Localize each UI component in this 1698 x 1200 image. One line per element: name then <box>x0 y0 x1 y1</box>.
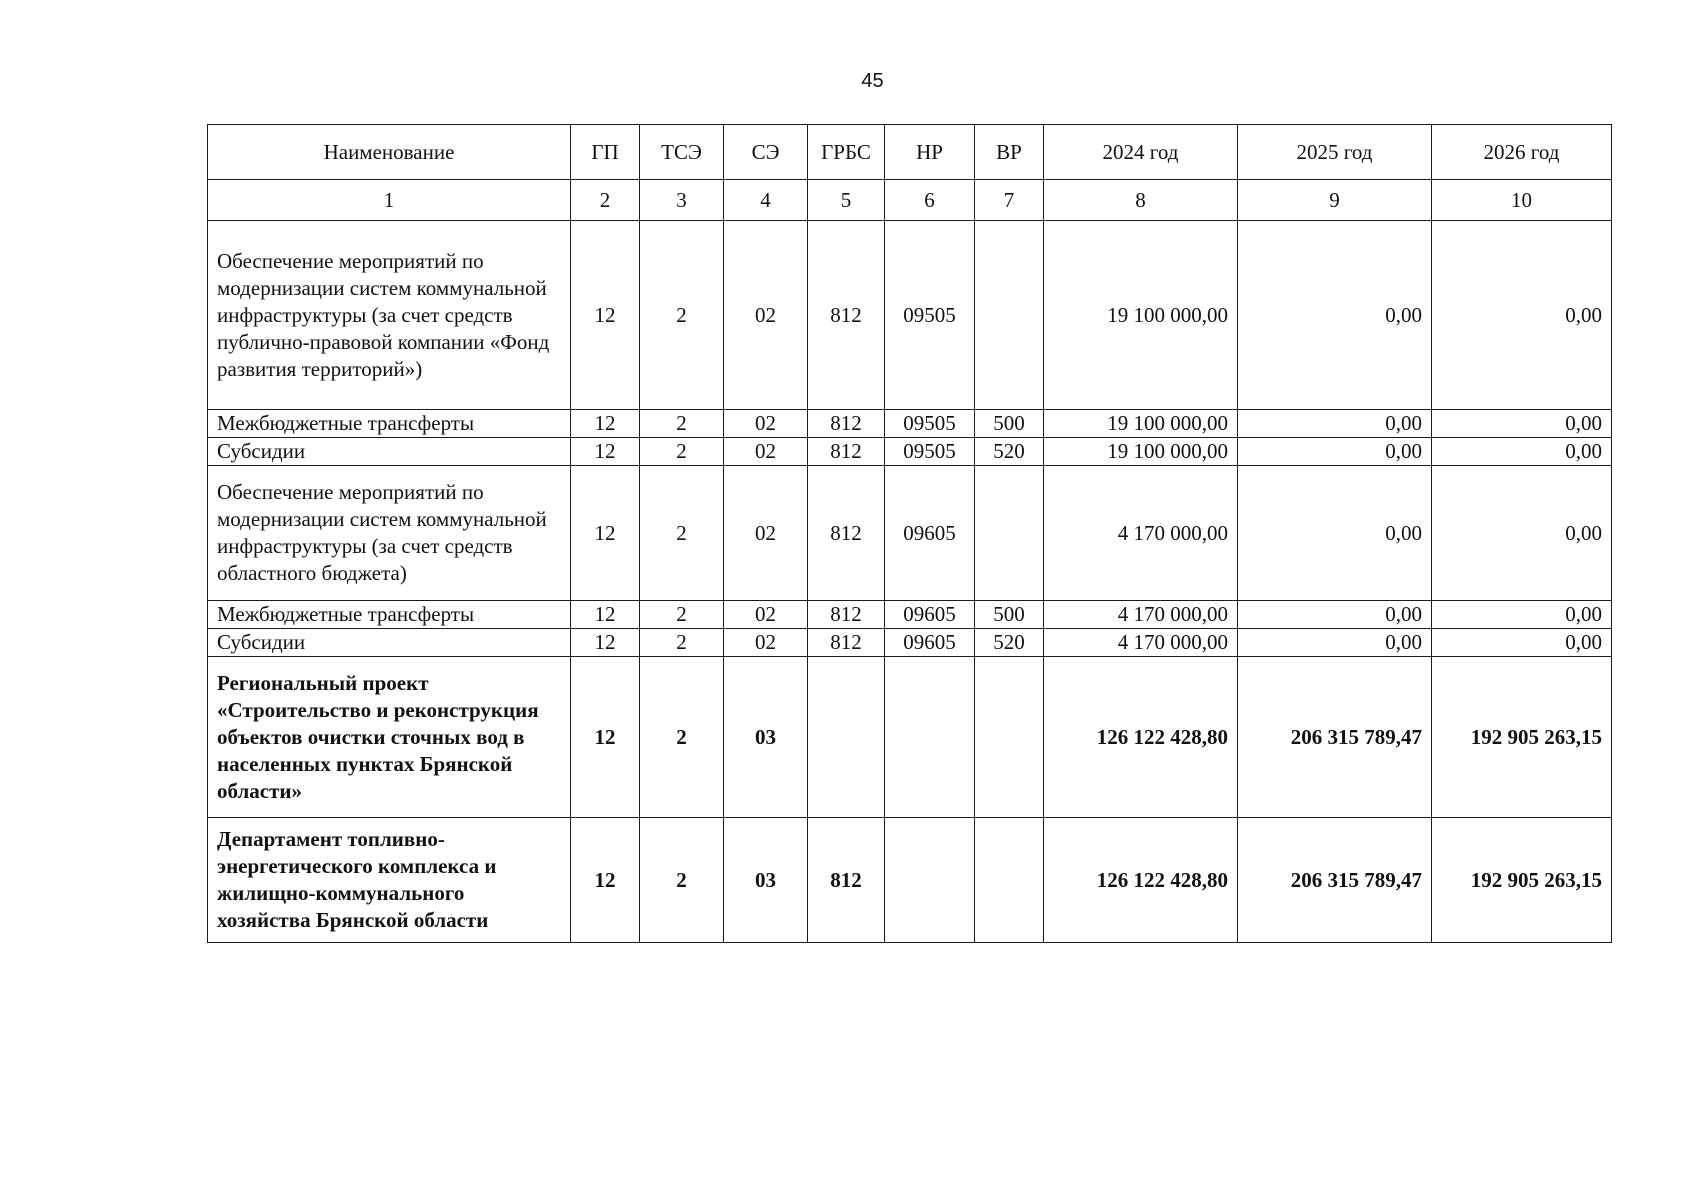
row-vr <box>975 466 1044 601</box>
row-grbs: 812 <box>808 466 885 601</box>
row-vr <box>975 818 1044 943</box>
row-2025: 0,00 <box>1238 438 1432 466</box>
row-gp: 12 <box>571 818 640 943</box>
row-vr <box>975 221 1044 410</box>
row-gp: 12 <box>571 629 640 657</box>
row-gp: 12 <box>571 410 640 438</box>
row-tse: 2 <box>640 438 724 466</box>
row-se: 02 <box>724 601 808 629</box>
row-name: Департамент топливно-энергетического комплекса и жилищно-коммунального хозяйства Брянской области <box>208 818 571 943</box>
column-number: 2 <box>571 180 640 221</box>
row-se: 02 <box>724 629 808 657</box>
row-gp: 12 <box>571 657 640 818</box>
column-number: 9 <box>1238 180 1432 221</box>
header-nr: НР <box>885 125 975 180</box>
column-number-row <box>208 180 1612 221</box>
row-2024: 4 170 000,00 <box>1044 601 1238 629</box>
row-grbs: 812 <box>808 221 885 410</box>
row-2026: 0,00 <box>1432 410 1612 438</box>
row-name: Субсидии <box>208 629 571 657</box>
row-2024: 126 122 428,80 <box>1044 818 1238 943</box>
row-2026: 192 905 263,15 <box>1432 818 1612 943</box>
table-row <box>208 818 1612 943</box>
row-nr: 09505 <box>885 410 975 438</box>
row-tse: 2 <box>640 601 724 629</box>
row-vr: 500 <box>975 601 1044 629</box>
row-tse: 2 <box>640 629 724 657</box>
table-row <box>208 629 1612 657</box>
row-nr: 09605 <box>885 466 975 601</box>
column-number: 6 <box>885 180 975 221</box>
column-number: 3 <box>640 180 724 221</box>
row-2026: 0,00 <box>1432 601 1612 629</box>
column-number: 8 <box>1044 180 1238 221</box>
header-2024: 2024 год <box>1044 125 1238 180</box>
row-gp: 12 <box>571 466 640 601</box>
row-2024: 126 122 428,80 <box>1044 657 1238 818</box>
page-number: 45 <box>861 70 884 92</box>
row-name: Межбюджетные трансферты <box>208 410 571 438</box>
header-vr: ВР <box>975 125 1044 180</box>
row-vr: 520 <box>975 629 1044 657</box>
row-2025: 0,00 <box>1238 410 1432 438</box>
row-name: Региональный проект «Строительство и реконструкция объектов очистки сточных вод в населенных пунктах Брянской области» <box>208 657 571 818</box>
row-nr <box>885 657 975 818</box>
header-grbs: ГРБС <box>808 125 885 180</box>
row-tse: 2 <box>640 818 724 943</box>
row-2026: 0,00 <box>1432 629 1612 657</box>
budget-table <box>207 124 1612 943</box>
row-2026: 0,00 <box>1432 466 1612 601</box>
column-number: 7 <box>975 180 1044 221</box>
row-nr: 09605 <box>885 629 975 657</box>
row-grbs: 812 <box>808 438 885 466</box>
row-se: 02 <box>724 438 808 466</box>
row-grbs: 812 <box>808 818 885 943</box>
column-number: 10 <box>1432 180 1612 221</box>
row-name: Обеспечение мероприятий по модернизации систем коммунальной инфраструктуры (за счет средств публично-правовой компании «Фонд развития территорий») <box>208 221 571 410</box>
table-row <box>208 221 1612 410</box>
row-name: Субсидии <box>208 438 571 466</box>
row-2025: 0,00 <box>1238 601 1432 629</box>
row-tse: 2 <box>640 466 724 601</box>
row-se: 02 <box>724 466 808 601</box>
row-nr: 09505 <box>885 438 975 466</box>
row-name: Обеспечение мероприятий по модернизации систем коммунальной инфраструктуры (за счет средств областного бюджета) <box>208 466 571 601</box>
table-row <box>208 601 1612 629</box>
header-name: Наименование <box>208 125 571 180</box>
row-vr <box>975 657 1044 818</box>
row-gp: 12 <box>571 438 640 466</box>
row-2024: 4 170 000,00 <box>1044 629 1238 657</box>
column-number: 4 <box>724 180 808 221</box>
table-row <box>208 410 1612 438</box>
row-grbs: 812 <box>808 629 885 657</box>
row-2024: 4 170 000,00 <box>1044 466 1238 601</box>
column-number: 5 <box>808 180 885 221</box>
row-2025: 0,00 <box>1238 629 1432 657</box>
row-2024: 19 100 000,00 <box>1044 221 1238 410</box>
row-grbs: 812 <box>808 601 885 629</box>
row-grbs: 812 <box>808 410 885 438</box>
header-2025: 2025 год <box>1238 125 1432 180</box>
header-row <box>208 125 1612 180</box>
row-2024: 19 100 000,00 <box>1044 438 1238 466</box>
row-se: 02 <box>724 410 808 438</box>
row-2025: 206 315 789,47 <box>1238 657 1432 818</box>
header-tse: ТСЭ <box>640 125 724 180</box>
row-grbs <box>808 657 885 818</box>
row-2025: 0,00 <box>1238 466 1432 601</box>
table-row <box>208 466 1612 601</box>
header-2026: 2026 год <box>1432 125 1612 180</box>
header-se: СЭ <box>724 125 808 180</box>
row-vr: 520 <box>975 438 1044 466</box>
row-gp: 12 <box>571 601 640 629</box>
row-se: 03 <box>724 657 808 818</box>
row-vr: 500 <box>975 410 1044 438</box>
header-gp: ГП <box>571 125 640 180</box>
table-row <box>208 657 1612 818</box>
row-name: Межбюджетные трансферты <box>208 601 571 629</box>
row-nr <box>885 818 975 943</box>
row-tse: 2 <box>640 657 724 818</box>
row-2026: 0,00 <box>1432 221 1612 410</box>
row-tse: 2 <box>640 221 724 410</box>
table-row <box>208 438 1612 466</box>
row-2025: 0,00 <box>1238 221 1432 410</box>
row-gp: 12 <box>571 221 640 410</box>
row-2026: 0,00 <box>1432 438 1612 466</box>
row-2026: 192 905 263,15 <box>1432 657 1612 818</box>
row-se: 02 <box>724 221 808 410</box>
row-nr: 09605 <box>885 601 975 629</box>
column-number: 1 <box>208 180 571 221</box>
row-nr: 09505 <box>885 221 975 410</box>
row-se: 03 <box>724 818 808 943</box>
row-2024: 19 100 000,00 <box>1044 410 1238 438</box>
row-tse: 2 <box>640 410 724 438</box>
row-2025: 206 315 789,47 <box>1238 818 1432 943</box>
